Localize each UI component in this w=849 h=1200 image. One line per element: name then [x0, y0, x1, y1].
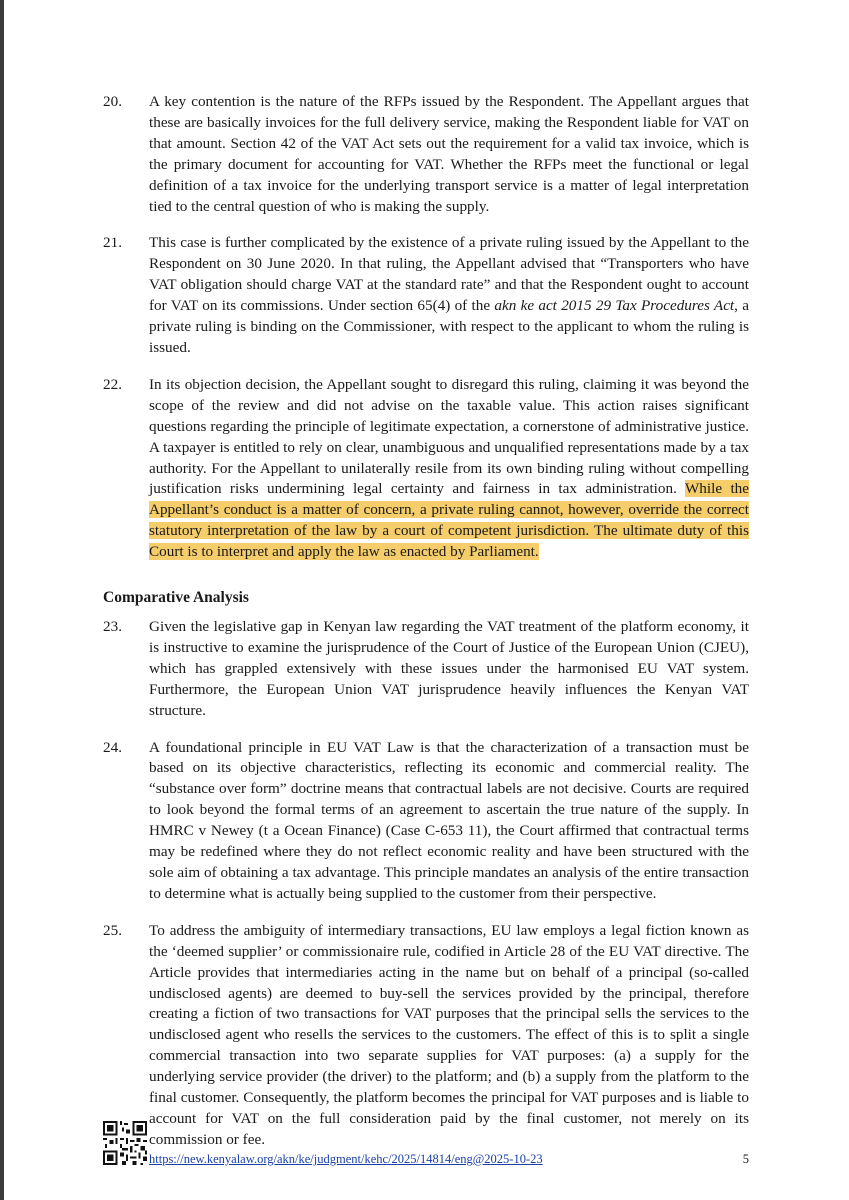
- paragraph-24: [103, 738, 749, 905]
- highlighted-text[interactable]: While the Appellant’s conduct is a matter of concern, a private ruling cannot, however, override the correct statutory interpretation of the law by a court of competent jurisdiction. The ultimate duty of this Court is to interpret and apply the law as enacted by Parliament.: [149, 480, 749, 561]
- paragraph-number: 23.: [103, 618, 122, 636]
- paragraph-number: 24.: [103, 738, 122, 756]
- paragraph-25: [103, 921, 749, 1151]
- section-heading: Comparative Analysis: [103, 589, 249, 607]
- paragraph-number: 21.: [103, 234, 122, 252]
- act-citation: akn ke act 2015 29 Tax Procedures Act: [494, 297, 735, 315]
- paragraph-20: [103, 92, 749, 217]
- paragraph-number: 25.: [103, 921, 122, 939]
- page-number: 5: [742, 1152, 749, 1166]
- paragraph-22: [103, 375, 749, 563]
- paragraph-text: A foundational principle in EU VAT Law is that the characterization of a transaction must be based on its objective characteristics, reflecting its economic and commercial reality. The “substance over form” doctrine means that contractual labels are not decisive. Courts are required to look beyond the formal terms of an agreement to ascertain the true nature of the supply. In HMRC v Newey (t a Ocean Finance) (Case C-653 11), the Court affirmed that contractual terms may be redefined where they do not reflect economic reality and have been structured with the sole aim of obtaining a tax advantage. This principle mandates an analysis of the entire transaction to determine what is actually being supplied to the customer from their perspective.: [149, 738, 749, 902]
- page-footer: [103, 1121, 749, 1171]
- qr-code-icon[interactable]: [103, 1121, 147, 1165]
- paragraph-text: A key contention is the nature of the RFPs issued by the Respondent. The Appellant argues that these are basically invoices for the full delivery service, making the Respondent liable for VAT on that amount. Section 42 of the VAT Act sets out the requirement for a valid tax invoice, which is the primary document for accounting for VAT. Whether the RFPs meet the functional or legal definition of a tax invoice for the underlying transport service is a matter of legal interpretation tied to the central question of who is making the supply.: [149, 93, 749, 215]
- text-segment: In its objection decision, the Appellant sought to disregard this ruling, claiming it was beyond the scope of the review and did not advise on the taxable value. This action raises significant questions regarding the principle of legitimate expectation, a cornerstone of administrative justice. A taxpayer is entitled to rely on clear, unambiguous and unqualified representations made by a tax authority. For the Appellant to unilaterally resile from its own binding ruling without compelling justification risks undermining legal certainty and fairness in tax administration.: [149, 375, 749, 498]
- paragraph-number: 20.: [103, 93, 122, 110]
- source-url-link[interactable]: https://new.kenyalaw.org/akn/ke/judgment/kehc/2025/14814/eng@2025-10-23: [149, 1152, 543, 1166]
- page-edge: [0, 0, 4, 1200]
- paragraph-text: [149, 233, 749, 358]
- text-segment: This case is further complicated by the existence of a private ruling issued by the Appellant to the Respondent on 30 June 2020. In that ruling, the Appellant advised that “Transporters who have VAT obligation should charge VAT at the standard rate” and that the Respondent ought to account for VAT on its commissions. Under section 65(4) of the: [149, 234, 749, 315]
- paragraph-text: [149, 375, 749, 563]
- paragraph-21: [103, 233, 749, 358]
- paragraph-text: Given the legislative gap in Kenyan law regarding the VAT treatment of the platform economy, it is instructive to examine the jurisprudence of the Court of Justice of the European Union (CJEU), which has grappled extensively with these issues under the harmonised EU VAT system. Furthermore, the European Union VAT jurisprudence heavily influences the Kenyan VAT structure.: [149, 618, 749, 719]
- paragraph-text: To address the ambiguity of intermediary transactions, EU law employs a legal fiction known as the ‘deemed supplier’ or commissionaire rule, codified in Article 28 of the EU VAT directive. The Article provides that intermediaries acting in the name but on behalf of a principal (so-called undisclosed agents) are deemed to buy-sell the services provided by the principal, therefore creating a fiction of two transactions for VAT purposes that the principal sells the services to the undisclosed agent who resells the services to the customers. The effect of this is to split a single commercial transaction into two separate supplies for VAT purposes: (a) a supply for the underlying service provider (the driver) to the platform; and (b) a supply from the platform to the final customer. Consequently, the platform becomes the principal for VAT purposes and is liable to account for VAT on the full consideration paid by the final customer, not merely on its commission or fee.: [149, 921, 749, 1148]
- text-segment: , a private ruling is binding on the Commissioner, with respect to the applicant to whom the ruling is issued.: [149, 297, 749, 356]
- document-body: [103, 92, 749, 1167]
- paragraph-23: [103, 617, 749, 722]
- paragraph-number: 22.: [103, 375, 122, 393]
